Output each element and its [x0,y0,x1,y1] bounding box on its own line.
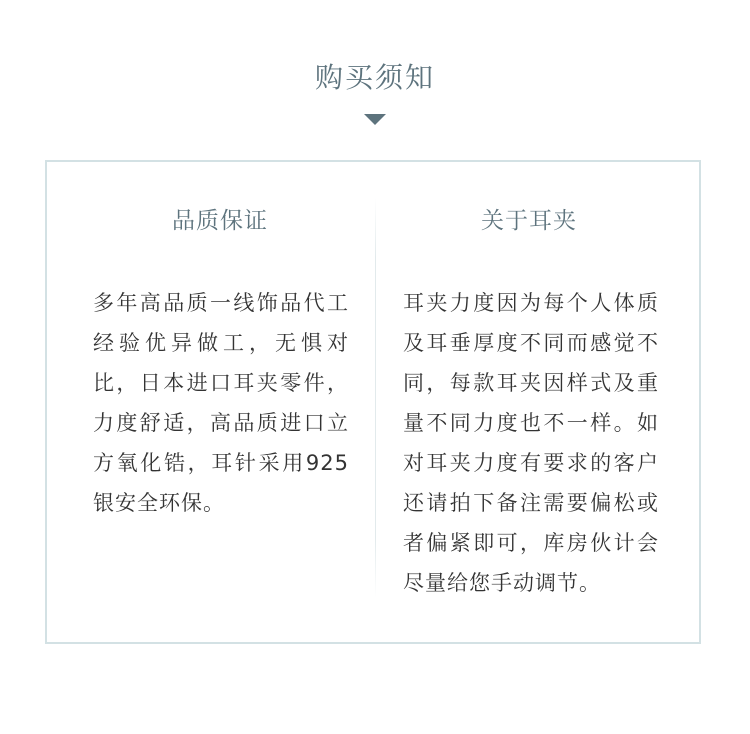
down-arrow-icon [364,114,386,125]
page-title: 购买须知 [314,61,435,94]
quality-guarantee-text: 多年高品质一线饰品代工经验优异做工，无惧对比，日本进口耳夹零件，力度舒适，高品质进口立方氧化锆，耳针采用925银安全环保。 [93,291,349,515]
ear-clip-text: 耳夹力度因为每个人体质及耳垂厚度不同而感觉不同，每款耳夹因样式及重量不同力度也不一样。如对耳夹力度有要求的客户还请拍下备注需要偏松或者偏紧即可，库房伙计会尽量给您手动调节。 [403,291,659,595]
quality-guarantee-heading: 品质保证 [172,208,268,234]
ear-clip-heading: 关于耳夹 [481,208,577,234]
column-divider [375,198,376,598]
